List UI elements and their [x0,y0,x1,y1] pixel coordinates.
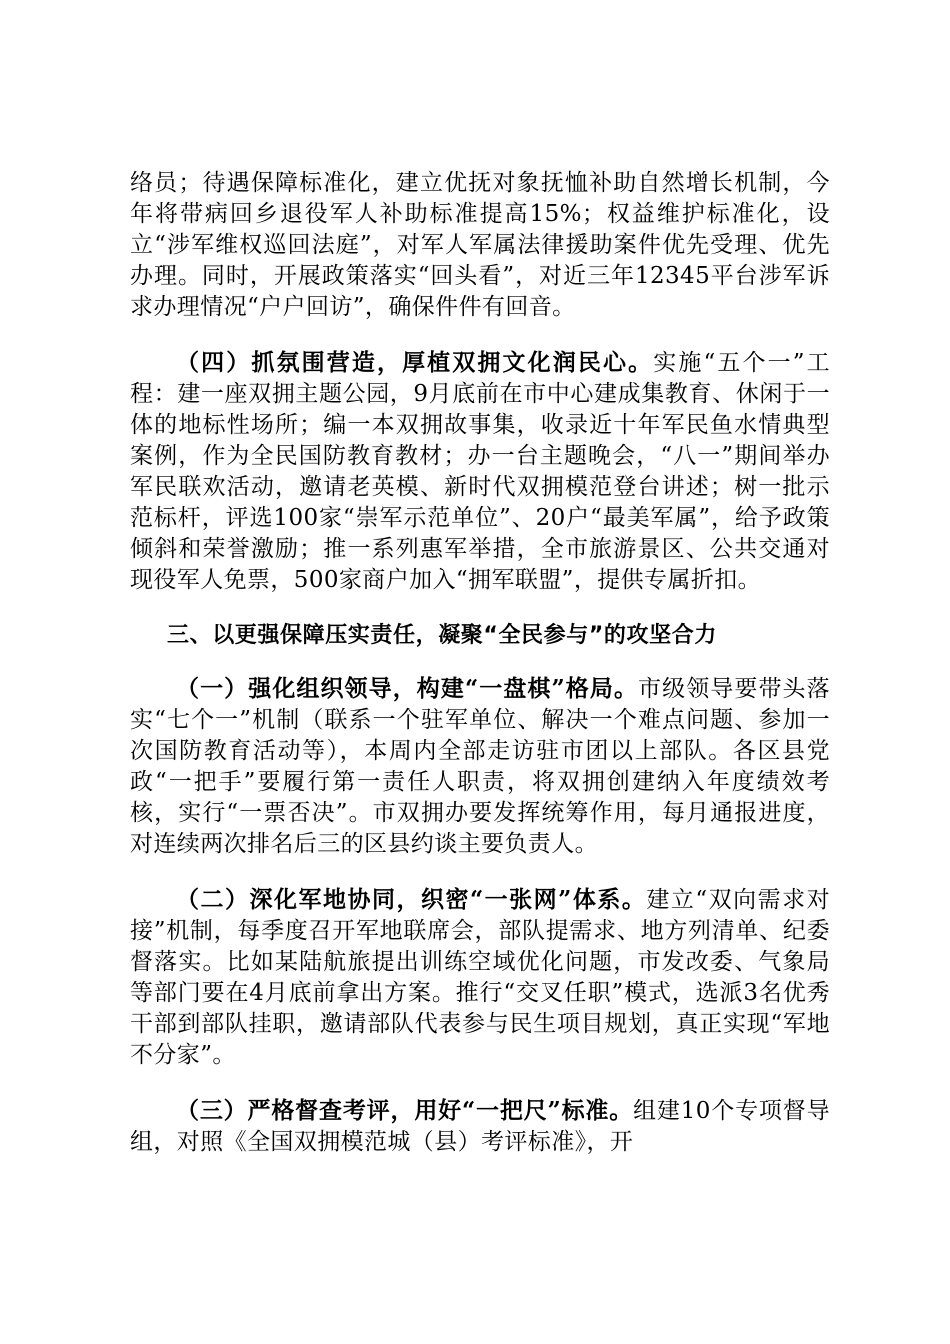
paragraph-text: 组建10个专项督导组，对照《全国双拥模范城（县）考评标准》，开 [130,1098,830,1155]
paragraph-text: 市级领导要带头落实“七个一”机制（联系一个驻军单位、解决一个难点问题、参加一次国防教育活动等），本周内全部走访驻市团以上部队。各区县党政“一把手”要履行第一责任人职责，将双拥创建纳入年度绩效考核，实行“一票否决”。市双拥办要发挥统筹作用，每月通报进度，对连续两次排名后三的区县约谈主要负责人。 [130,676,830,857]
subheading-3: （三）严格督查考评，用好“一把尺”标准。 [176,1097,634,1124]
section-heading-3: 三、以更强保障压实责任，凝聚“全民参与”的攻坚合力 [167,623,717,648]
body-paragraph-organization [130,673,830,860]
subheading-4: （四）抓氛围营造，厚植双拥文化润民心。 [176,349,654,376]
body-paragraph-inspection [130,1095,830,1158]
body-paragraph-coordination [130,884,830,1071]
body-paragraph-atmosphere [130,347,830,596]
body-paragraph-continuation [130,168,830,323]
paragraph-text: 络员；待遇保障标准化，建立优抚对象抚恤补助自然增长机制，今年将带病回乡退役军人补助标准提高15%；权益维护标准化，设立“涉军维权巡回法庭”，对军人军属法律援助案件优先受理、优先办理。同时，开展政策落实“回头看”，对近三年12345平台涉军诉求办理情况“户户回访”，确保件件有回音。 [130,170,830,320]
subheading-1: （一）强化组织领导，构建“一盘棋”格局。 [176,675,639,702]
paragraph-text: 实施“五个一”工程：建一座双拥主题公园，9月底前在市中心建成集教育、休闲于一体的地标性场所；编一本双拥故事集，收录近十年军民鱼水情典型案例，作为全民国防教育教材；办一台主题晚会，“八一”期间举办军民联欢活动，邀请老英模、新时代双拥模范登台讲述；树一批示范标杆，评选100家“崇军示范单位”、20户“最美军属”，给予政策倾斜和荣誉激励；推一系列惠军举措，全市旅游景区、公共交通对现役军人免票，500家商户加入“拥军联盟”，提供专属折扣。 [130,350,830,593]
subheading-2: （二）深化军地协同，织密“一张网”体系。 [176,886,647,913]
paragraph-text: 建立“双向需求对接”机制，每季度召开军地联席会，部队提需求、地方列清单、纪委督落实。比如某陆航旅提出训练空域优化问题，市发改委、气象局等部门要在4月底前拿出方案。推行“交叉任职”模式，选派3名优秀干部到部队挂职，邀请部队代表参与民生项目规划，真正实现“军地不分家”。 [130,887,830,1068]
document-page [130,168,830,1182]
